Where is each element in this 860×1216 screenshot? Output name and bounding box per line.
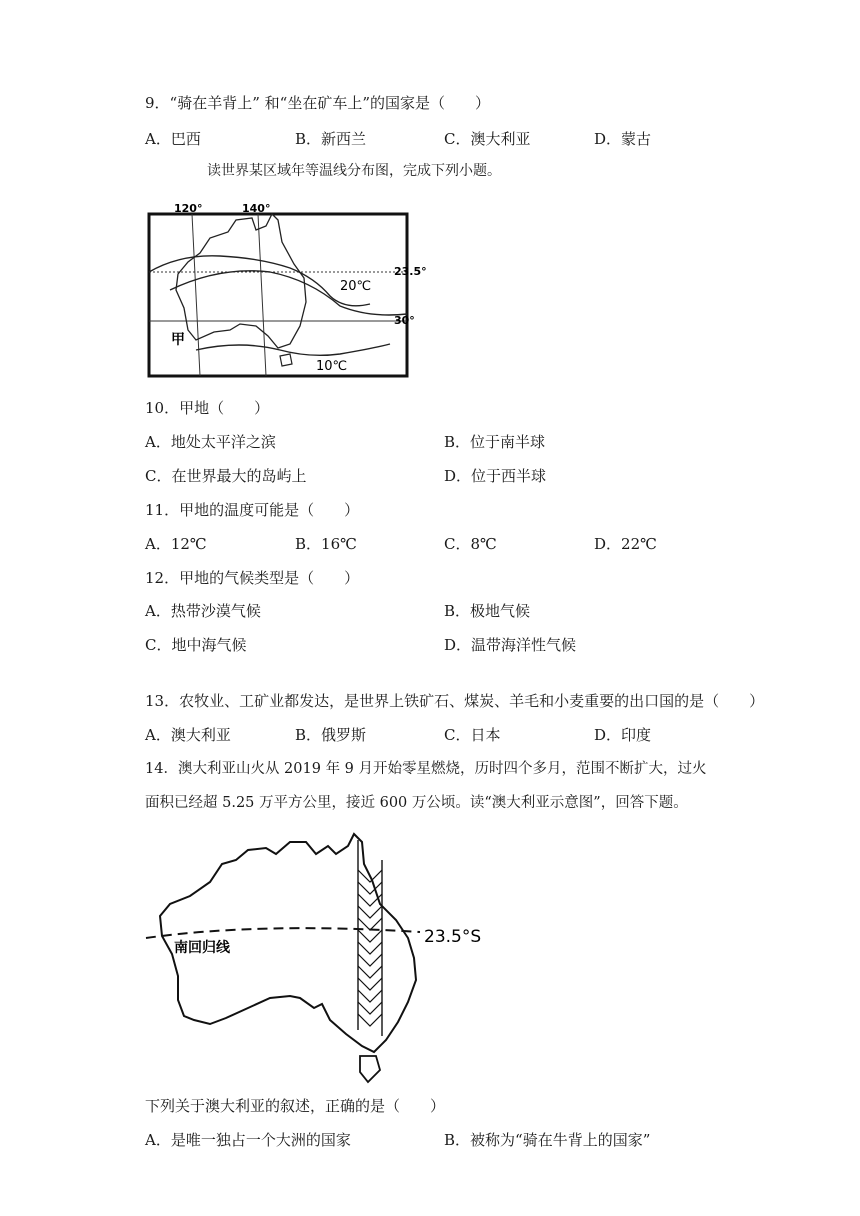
meridian-120 bbox=[192, 214, 200, 376]
meridian-140 bbox=[258, 214, 266, 376]
q9-option-c[interactable]: C．澳大利亚 bbox=[444, 130, 531, 148]
q13-stem: 13．农牧业、工矿业都发达，是世界上铁矿石、煤炭、羊毛和小麦重要的出口国的是（ ） bbox=[145, 692, 765, 710]
tasmania-outline bbox=[360, 1056, 380, 1082]
q13-option-d[interactable]: D．印度 bbox=[594, 726, 652, 744]
place-jia-label: 甲 bbox=[171, 332, 185, 348]
q9-option-a[interactable]: A．巴西 bbox=[145, 130, 201, 148]
q11-stem: 11．甲地的温度可能是（ ） bbox=[145, 501, 360, 519]
q12-stem: 12．甲地的气候类型是（ ） bbox=[145, 569, 360, 587]
q14-option-b[interactable]: B．被称为“骑在牛背上的国家” bbox=[444, 1131, 651, 1149]
q14-stem-line2: 面积已经超 5.25 万平方公里，接近 600 万公顷。读“澳大利亚示意图”，回答下题。 bbox=[145, 795, 688, 811]
iso20-label: 20℃ bbox=[340, 279, 372, 294]
lat-23-label: 23.5° bbox=[394, 265, 427, 278]
q12-option-b[interactable]: B．极地气候 bbox=[444, 602, 531, 620]
q14-question: 下列关于澳大利亚的叙述，正确的是（ ） bbox=[145, 1097, 446, 1115]
australia-fire-map bbox=[140, 820, 500, 1090]
intro-isotherm: 读世界某区域年等温线分布图，完成下列小题。 bbox=[207, 163, 501, 179]
q13-option-a[interactable]: A．澳大利亚 bbox=[145, 726, 231, 744]
lon-140-label: 140° bbox=[242, 202, 271, 215]
lat-30-label: 30° bbox=[394, 314, 415, 327]
lon-120-label: 120° bbox=[174, 202, 203, 215]
tasmania-outline bbox=[280, 354, 292, 366]
q12-option-c[interactable]: C．地中海气候 bbox=[145, 636, 247, 654]
isotherm-20 bbox=[149, 256, 370, 306]
q10-option-a[interactable]: A．地处太平洋之滨 bbox=[145, 433, 276, 451]
q12-option-a[interactable]: A．热带沙漠气候 bbox=[145, 602, 261, 620]
q11-option-b[interactable]: B．16℃ bbox=[295, 535, 357, 553]
q11-option-a[interactable]: A．12℃ bbox=[145, 535, 207, 553]
fire-hatching bbox=[358, 870, 382, 1026]
tropic-label: 南回归线 bbox=[174, 940, 230, 956]
q9-option-b[interactable]: B．新西兰 bbox=[295, 130, 367, 148]
q14-stem-line1: 14．澳大利亚山火从 2019 年 9 月开始零星燃烧，历时四个多月，范围不断扩大，过火 bbox=[145, 761, 707, 777]
lat-label: 23.5°S bbox=[424, 927, 482, 947]
q11-option-d[interactable]: D．22℃ bbox=[594, 535, 657, 553]
q9-option-d[interactable]: D．蒙古 bbox=[594, 130, 652, 148]
iso10-label: 10℃ bbox=[316, 359, 348, 374]
q12-option-d[interactable]: D．温带海洋性气候 bbox=[444, 636, 577, 654]
q13-option-c[interactable]: C．日本 bbox=[444, 726, 501, 744]
isotherm-10 bbox=[196, 344, 390, 355]
q9-stem: 9．“骑在羊背上” 和“坐在矿车上”的国家是（ ） bbox=[145, 94, 490, 112]
isotherm-upper bbox=[170, 271, 407, 315]
q10-option-c[interactable]: C．在世界最大的岛屿上 bbox=[145, 467, 307, 485]
isotherm-map bbox=[140, 198, 430, 382]
map-frame bbox=[149, 214, 407, 376]
q10-stem: 10．甲地（ ） bbox=[145, 399, 270, 417]
q10-option-b[interactable]: B．位于南半球 bbox=[444, 433, 546, 451]
q13-option-b[interactable]: B．俄罗斯 bbox=[295, 726, 367, 744]
q10-option-d[interactable]: D．位于西半球 bbox=[444, 467, 547, 485]
q14-option-a[interactable]: A．是唯一独占一个大洲的国家 bbox=[145, 1131, 351, 1149]
q11-option-c[interactable]: C．8℃ bbox=[444, 535, 497, 553]
